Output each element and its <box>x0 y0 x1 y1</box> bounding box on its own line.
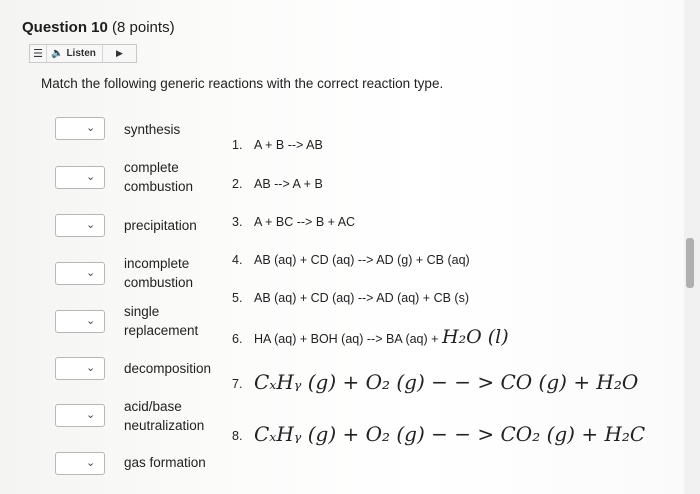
match-dropdown[interactable] <box>55 404 105 427</box>
chevron-down-icon: ⌄ <box>86 409 96 421</box>
reaction-option: 1. A + B --> AB <box>232 138 323 152</box>
chevron-down-icon: ⌄ <box>86 315 96 327</box>
chevron-down-icon: ⌄ <box>86 122 96 134</box>
chevron-down-icon: ⌄ <box>86 267 96 279</box>
reaction-type-label: incomplete combustion <box>124 256 194 290</box>
reaction-type-label: complete combustion <box>124 160 194 194</box>
reaction-option: 3. A + BC --> B + AC <box>232 215 356 229</box>
reaction-type-label: precipitation <box>124 218 197 233</box>
instruction-text: Match the following generic reactions with the correct reaction type. <box>41 76 444 91</box>
reaction-type-label: acid/base neutralization <box>124 399 205 433</box>
listen-label: Listen <box>66 48 96 59</box>
match-dropdown[interactable] <box>55 214 105 237</box>
play-icon[interactable]: ▶ <box>115 48 123 58</box>
menu-icon[interactable]: ☰ <box>30 45 47 62</box>
match-dropdown[interactable] <box>55 357 105 380</box>
speaker-icon: 🔈 <box>51 48 64 59</box>
match-dropdown[interactable] <box>55 117 105 140</box>
question-number: Question 10 <box>22 19 108 36</box>
match-dropdown[interactable] <box>55 166 105 189</box>
chevron-down-icon: ⌄ <box>86 171 96 183</box>
reaction-option: 8. CₓHᵧ (g) + O₂ (g) − − > CO₂ (g) + H₂C <box>232 422 646 446</box>
reaction-type-label: decomposition <box>124 361 212 376</box>
reaction-type-label: synthesis <box>124 122 181 137</box>
chevron-down-icon: ⌄ <box>86 219 96 231</box>
reaction-type-label: single replacement <box>124 304 199 338</box>
question-points: (8 points) <box>112 19 175 36</box>
reaction-type-label: gas formation <box>124 455 206 470</box>
reaction-option: 2. AB --> A + B <box>232 177 323 191</box>
chevron-down-icon: ⌄ <box>86 457 96 469</box>
listen-button[interactable] <box>47 45 103 62</box>
scrollbar-thumb[interactable] <box>686 238 694 288</box>
reaction-option: 6. HA (aq) + BOH (aq) --> BA (aq) + H₂O (l) <box>232 326 509 348</box>
match-dropdown[interactable] <box>55 262 105 285</box>
listen-toolbar <box>29 44 137 63</box>
reaction-option: 7. CₓHᵧ (g) + O₂ (g) − − > CO (g) + H₂O <box>232 370 639 394</box>
reaction-option: 4. AB (aq) + CD (aq) --> AD (g) + CB (aq) <box>232 253 470 267</box>
match-dropdown[interactable] <box>55 310 105 333</box>
match-dropdown[interactable] <box>55 452 105 475</box>
chevron-down-icon: ⌄ <box>86 362 96 374</box>
reaction-option: 5. AB (aq) + CD (aq) --> AD (aq) + CB (s) <box>232 291 469 305</box>
question-title <box>22 19 175 36</box>
